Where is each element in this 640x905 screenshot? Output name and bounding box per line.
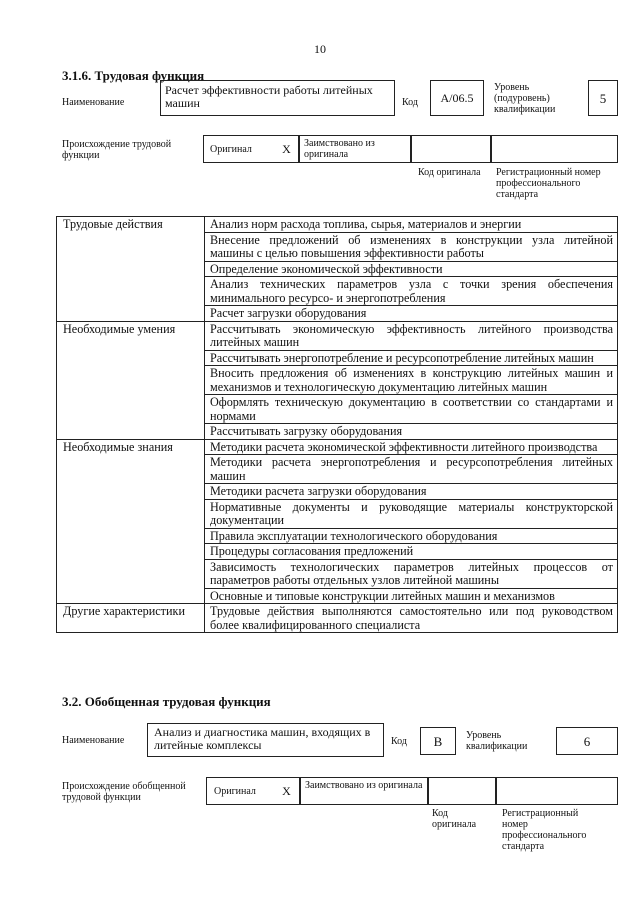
- s316-reg-number-label: Регистрационный номер профессионального стандарта: [496, 167, 601, 200]
- table-cell: Нормативные документы и руководящие материалы конструкторской документации: [205, 499, 618, 528]
- s316-name-label: Наименование: [62, 97, 125, 108]
- table-cell: Рассчитывать экономическую эффективность литейного производства литейных машин: [205, 321, 618, 350]
- table-cell: Анализ норм расхода топлива, сырья, материалов и энергии: [205, 217, 618, 233]
- category-required-skills: Необходимые умения: [57, 321, 205, 439]
- s32-reg-number-cell: [496, 777, 618, 805]
- table-cell: Оформлять техническую документацию в соответствии со стандартами и нормами: [205, 395, 618, 424]
- table-cell: Расчет загрузки оборудования: [205, 306, 618, 322]
- s316-borrowed-label: Заимствовано из оригинала: [299, 135, 411, 163]
- table-row: [57, 604, 618, 633]
- s316-origin-label: Происхождение трудовой функции: [62, 139, 172, 161]
- table-cell: Основные и типовые конструкции литейных машин и механизмов: [205, 588, 618, 604]
- section-316-heading: 3.1.6. Трудовая функция: [62, 68, 205, 83]
- s32-borrowed-label: Заимствовано из оригинала: [300, 777, 428, 805]
- s316-name-value: [160, 80, 395, 116]
- s316-original-mark: X: [275, 135, 299, 163]
- table-cell: Правила эксплуатации технологического оборудования: [205, 528, 618, 544]
- s316-reg-number-cell: [491, 135, 618, 163]
- table-cell: Методики расчета энергопотребления и ресурсопотребления литейных машин: [205, 455, 618, 484]
- table-cell: Анализ технических параметров узла с точки зрения обеспечения минимального ресурсо- и энергопотребления: [205, 277, 618, 306]
- s32-name-value: [147, 723, 384, 757]
- table-row: [57, 217, 618, 233]
- s316-code-original-cell: [411, 135, 491, 163]
- s32-reg-number-label: Регистрационный номер профессионального стандарта: [502, 808, 587, 852]
- table-cell: Рассчитывать загрузку оборудования: [205, 424, 618, 440]
- table-cell: Трудовые действия выполняются самостоятельно или под руководством более квалифицированного специалиста: [205, 604, 618, 633]
- table-cell: Рассчитывать энергопотребление и ресурсопотребление литейных машин: [205, 350, 618, 366]
- s32-code-original-cell: [428, 777, 496, 805]
- s32-code-original-label: Код оригинала: [432, 808, 477, 830]
- s316-original-label: Оригинал: [203, 135, 275, 163]
- s32-origin-label: Происхождение обобщенной трудовой функции: [62, 781, 186, 803]
- table-row: [57, 439, 618, 455]
- table-cell: Определение экономической эффективности: [205, 261, 618, 277]
- s316-level-value: 5: [588, 80, 618, 116]
- table-row: [57, 321, 618, 350]
- s32-name-label: Наименование: [62, 735, 125, 746]
- s32-original-label: Оригинал: [206, 777, 274, 805]
- category-other-characteristics: Другие характеристики: [57, 604, 205, 633]
- s32-level-value: 6: [556, 727, 618, 755]
- category-labor-actions: Трудовые действия: [57, 217, 205, 322]
- s32-name-text: Анализ и диагностика машин, входящих в литейные комплексы: [154, 725, 371, 752]
- s32-code-label: Код: [391, 736, 407, 747]
- table-cell: Методики расчета загрузки оборудования: [205, 484, 618, 500]
- s316-code-original-label: Код оригинала: [418, 167, 481, 178]
- table-cell: Зависимость технологических параметров литейных процессов от параметров работы отдельных узлов литейной машины: [205, 559, 618, 588]
- page-number: 10: [314, 42, 326, 56]
- table-cell: Внесение предложений об изменениях в конструкции узла литейной машины с целью повышения эффективности работы: [205, 232, 618, 261]
- s316-level-label: Уровень (подуровень) квалификации: [494, 82, 556, 115]
- category-required-knowledge: Необходимые знания: [57, 439, 205, 604]
- table-cell: Методики расчета экономической эффективности литейного производства: [205, 439, 618, 455]
- s32-code-value: B: [420, 727, 456, 755]
- s316-code-value: A/06.5: [430, 80, 484, 116]
- table-cell: Процедуры согласования предложений: [205, 544, 618, 560]
- s32-original-mark: X: [274, 777, 300, 805]
- table-cell: Вносить предложения об изменениях в конструкцию литейных машин и механизмов и технологическую документацию литейных машин: [205, 366, 618, 395]
- labor-function-table: [56, 216, 618, 633]
- s316-name-text: Расчет эффективности работы литейных машин: [165, 83, 373, 110]
- section-32-heading: 3.2. Обобщенная трудовая функция: [62, 694, 271, 709]
- s32-level-label: Уровень квалификации: [466, 730, 528, 752]
- s316-code-label: Код: [402, 97, 418, 108]
